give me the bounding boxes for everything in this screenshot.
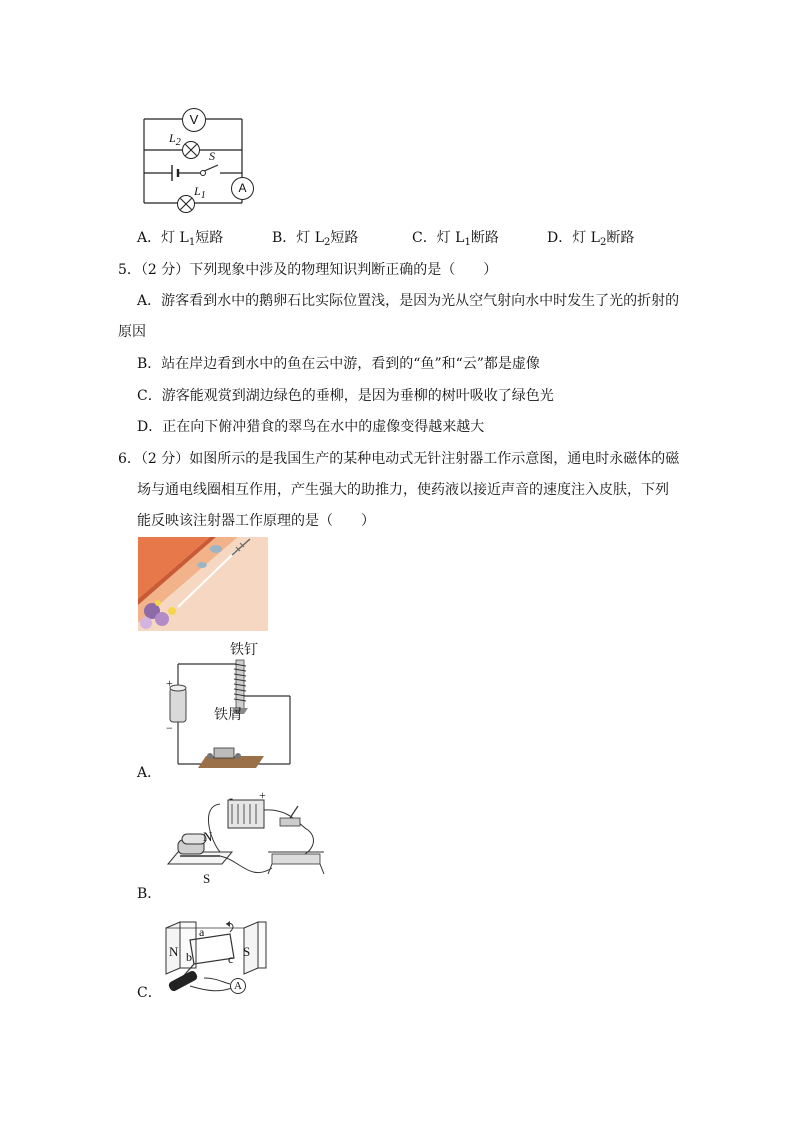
q4-option-a-rest: 短路 — [195, 230, 224, 246]
voltmeter-label: V — [189, 112, 199, 127]
q6-stem-line-3: 能反映该注射器工作原理的是（ ） — [137, 513, 375, 529]
q5-stem: 5．（2 分）下列现象中涉及的物理知识判断正确的是（ ） — [118, 262, 498, 278]
option-b-plus: + — [259, 788, 266, 802]
switch-pivot — [200, 170, 206, 176]
ammeter-label: A — [238, 181, 247, 195]
option-c-a: a — [199, 925, 205, 939]
q5-option-a[interactable]: A．游客看到水中的鹅卵石比实际位置浅，是因为光从空气射向水中时发生了光的折射的 — [137, 293, 680, 309]
lamp-l1-letter: L — [194, 184, 201, 198]
option-c-b: b — [186, 950, 192, 964]
q6-option-c[interactable]: C． — [137, 985, 162, 1001]
q6-stem-line-2: 场与通电线圈相互作用，产生强大的助推力，使药液以接近声音的速度注入皮肤，下列 — [137, 482, 669, 498]
option-b-north: N — [203, 829, 213, 844]
option-b-minus: - — [229, 791, 233, 805]
lamp-l1-symbol — [177, 195, 195, 213]
q4-option-a-text: A．灯 L — [137, 230, 189, 246]
voltmeter-symbol — [182, 108, 206, 132]
q6-stem-line-1: 6．（2 分）如图所示的是我国生产的某种电动式无针注射器工作示意图，通电时永磁体的磁 — [118, 451, 680, 467]
lamp-l2-symbol — [182, 141, 200, 159]
lamp-l2-sub: 2 — [175, 137, 181, 148]
q6-option-b[interactable]: B． — [137, 886, 162, 902]
q6-option-a[interactable]: A． — [137, 765, 162, 781]
option-a-plus: + — [166, 676, 173, 690]
q4-option-c-sub: 1 — [464, 237, 471, 248]
lamp-l1-label — [194, 184, 206, 199]
q6-option-b-diagram — [160, 790, 330, 890]
q4-option-c-rest: 断路 — [470, 230, 499, 246]
switch-label: S — [209, 149, 215, 163]
option-c-south: S — [243, 944, 251, 959]
lamp-l2-label — [169, 131, 181, 146]
option-c-ammeter-label: A — [234, 980, 242, 992]
q4-option-b-text: B．灯 L — [272, 230, 325, 246]
q5-option-b[interactable]: B．站在岸边看到水中的鱼在云中游，看到的“鱼”和“云”都是虚像 — [137, 356, 540, 372]
q5-option-d[interactable]: D．正在向下俯冲猎食的翠鸟在水中的虚像变得越来越大 — [137, 419, 485, 435]
q5-option-c[interactable]: C．游客能观赏到湖边绿色的垂柳，是因为垂柳的树叶吸收了绿色光 — [137, 388, 554, 404]
option-c-ammeter — [230, 978, 246, 994]
q4-option-b[interactable] — [272, 229, 358, 247]
q4-option-a-sub: 1 — [188, 237, 196, 248]
option-c-c: c — [228, 952, 234, 966]
q4-option-d-text: D．灯 L — [547, 230, 600, 246]
option-a-minus: − — [166, 721, 173, 735]
q4-option-b-rest: 短路 — [330, 230, 359, 246]
option-c-north: N — [169, 944, 179, 959]
q4-option-b-sub: 2 — [324, 237, 331, 248]
option-b-south: S — [203, 871, 211, 886]
lamp-l2-letter: L — [169, 131, 176, 145]
q6-option-a-diagram — [160, 640, 300, 770]
option-a-nail-label: 铁钉 — [230, 642, 258, 658]
q4-option-d-sub: 2 — [599, 237, 607, 248]
q4-option-c[interactable] — [412, 229, 499, 247]
injector-skin-illustration — [138, 537, 268, 631]
q4-option-d-rest: 断路 — [606, 230, 635, 246]
q4-option-a[interactable] — [137, 229, 223, 247]
q4-option-c-text: C．灯 L — [412, 230, 465, 246]
ammeter-symbol — [231, 177, 254, 200]
q4-option-d[interactable] — [547, 229, 634, 247]
option-a-filings-label: 铁屑 — [214, 707, 242, 723]
q5-option-a-continued: 原因 — [118, 324, 146, 340]
lamp-l1-sub: 1 — [200, 190, 206, 201]
